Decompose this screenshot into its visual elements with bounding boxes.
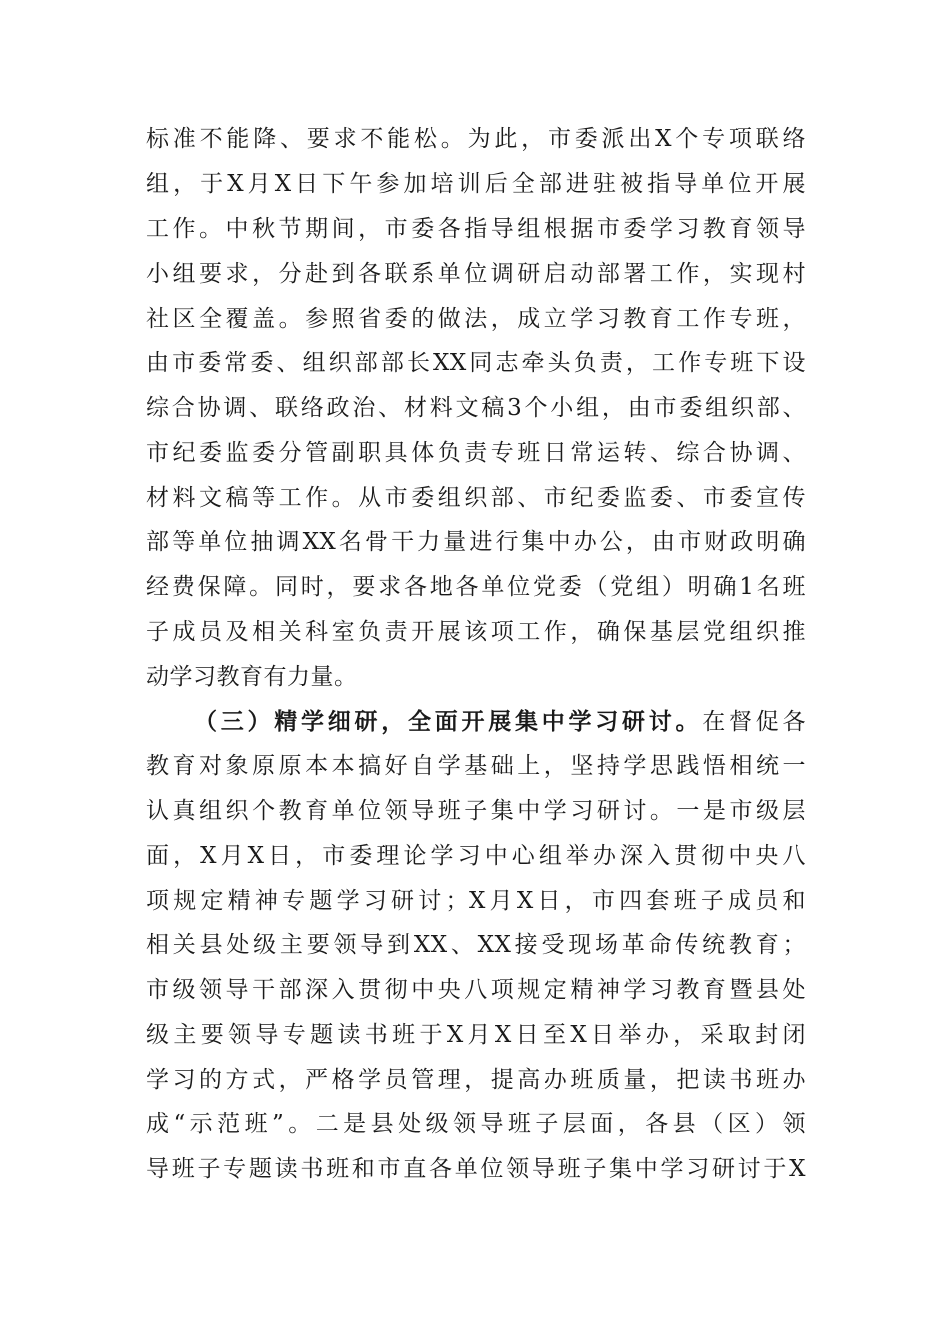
section-line: 学习的方式，严格学员管理，提高办班质量，把读书班办	[146, 1067, 806, 1093]
section-line: 认真组织个教育单位领导班子集中学习研讨。一是市级层	[146, 798, 806, 824]
section-heading-line	[194, 700, 806, 744]
section-line: 市级领导干部深入贯彻中央八项规定精神学习教育暨县处	[146, 977, 806, 1003]
section-line: 导班子专题读书班和市直各单位领导班子集中学习研讨于X	[146, 1156, 806, 1182]
body-line: 经费保障。同时，要求各地各单位党委（党组）明确1名班	[146, 574, 806, 600]
body-line: 市纪委监委分管副职具体负责专班日常运转、综合协调、	[146, 440, 806, 466]
body-line: 工作。中秋节期间，市委各指导组根据市委学习教育领导	[146, 216, 806, 242]
body-line: 小组要求，分赴到各联系单位调研启动部署工作，实现村	[146, 261, 806, 287]
section-heading: （三）精学细研，全面开展集中学习研讨。	[194, 708, 703, 735]
section-line: 面，X月X日，市委理论学习中心组举办深入贯彻中央八	[146, 843, 806, 869]
body-line: 动学习教育有力量。	[146, 664, 358, 690]
body-line: 综合协调、联络政治、材料文稿3个小组，由市委组织部、	[146, 395, 806, 421]
section-line: 教育对象原原本本搞好自学基础上，坚持学思践悟相统一	[146, 753, 806, 779]
section-line: 相关县处级主要领导到XX、XX接受现场革命传统教育；	[146, 932, 806, 958]
section-line: 成“示范班”。二是县处级领导班子层面，各县（区）领	[146, 1111, 806, 1137]
section-line: 级主要领导专题读书班于X月X日至X日举办，采取封闭	[146, 1022, 806, 1048]
body-line: 材料文稿等工作。从市委组织部、市纪委监委、市委宣传	[146, 485, 806, 511]
body-line: 组，于X月X日下午参加培训后全部进驻被指导单位开展	[146, 171, 806, 197]
body-line: 部等单位抽调XX名骨干力量进行集中办公，由市财政明确	[146, 529, 806, 555]
section-first-line-rest: 在督促各	[702, 709, 806, 735]
body-line: 社区全覆盖。参照省委的做法，成立学习教育工作专班，	[146, 306, 806, 332]
body-line: 由市委常委、组织部部长XX同志牵头负责，工作专班下设	[146, 350, 806, 376]
body-line: 子成员及相关科室负责开展该项工作，确保基层党组织推	[146, 619, 806, 645]
section-line: 项规定精神专题学习研讨；X月X日，市四套班子成员和	[146, 888, 806, 914]
body-line: 标准不能降、要求不能松。为此，市委派出X个专项联络	[146, 126, 806, 152]
